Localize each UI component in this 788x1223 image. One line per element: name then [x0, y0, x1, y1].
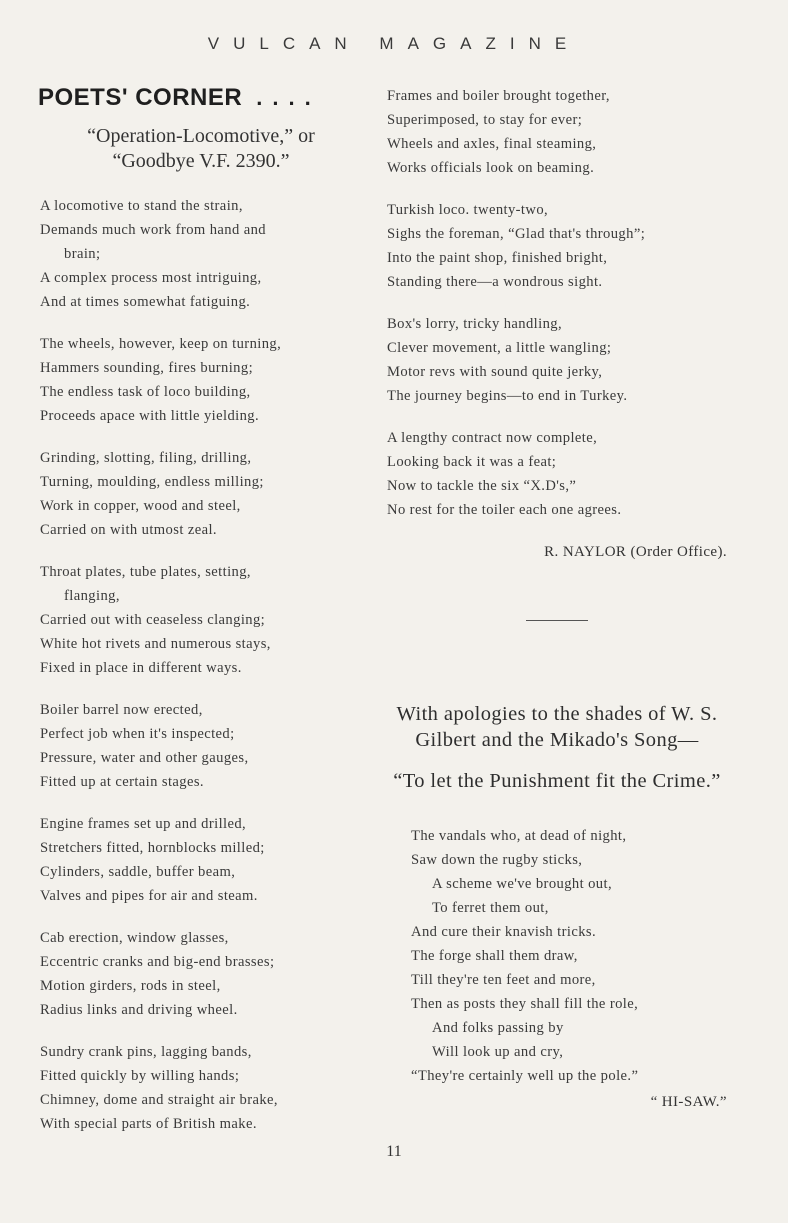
poets-corner-title: POETS' CORNER	[38, 84, 243, 111]
poem-line: Carried out with ceaseless clanging;	[40, 612, 266, 628]
poem-line: Carried on with utmost zeal.	[40, 522, 217, 538]
poem-line: Cab erection, window glasses,	[40, 930, 229, 946]
song-line: The vandals who, at dead of night,	[411, 828, 627, 844]
stanza	[40, 698, 362, 794]
poem-line: Into the paint shop, finished bright,	[387, 250, 608, 266]
poem-line: flanging,	[64, 588, 120, 604]
poem-line: Works officials look on beaming.	[387, 160, 595, 176]
poem-title-line-1: “Operation-Locomotive,” or	[87, 125, 315, 147]
right-column	[387, 84, 727, 1114]
song-line: Then as posts they shall fill the role,	[411, 996, 639, 1012]
poem-line: Stretchers fitted, hornblocks milled;	[40, 840, 265, 856]
poem-line: White hot rivets and numerous stays,	[40, 636, 271, 652]
poem-line: Valves and pipes for air and steam.	[40, 888, 258, 904]
section-divider	[526, 620, 588, 621]
stanza	[387, 426, 727, 522]
poem-line: A complex process most intriguing,	[40, 270, 262, 286]
stanza	[40, 926, 362, 1022]
poem-line: Fixed in place in different ways.	[40, 660, 242, 676]
heading-dots: ....	[256, 85, 321, 110]
poem-line: And at times somewhat fatiguing.	[40, 294, 251, 310]
poem-line: Standing there—a wondrous sight.	[387, 274, 603, 290]
poem-line: A locomotive to stand the strain,	[40, 198, 243, 214]
poem-line: The wheels, however, keep on turning,	[40, 336, 282, 352]
poem-line: With special parts of British make.	[40, 1116, 257, 1132]
poem-line: Clever movement, a little wangling;	[387, 340, 612, 356]
stanza	[387, 198, 727, 294]
poem-title	[40, 124, 362, 174]
poem-body-right	[387, 84, 727, 522]
stanza	[40, 1040, 362, 1136]
song-line: A scheme we've brought out,	[432, 876, 613, 892]
song-title: “To let the Punishment fit the Crime.”	[393, 770, 721, 792]
poem-attribution: R. NAYLOR (Order Office).	[544, 544, 727, 560]
poem-line: The journey begins—to end in Turkey.	[387, 388, 628, 404]
song-line: Will look up and cry,	[432, 1044, 564, 1060]
poem-line: Proceeds apace with little yielding.	[40, 408, 260, 424]
poem-title-line-2: “Goodbye V.F. 2390.”	[112, 150, 290, 172]
song-line: Saw down the rugby sticks,	[411, 852, 583, 868]
song-line: Till they're ten feet and more,	[411, 972, 596, 988]
song-dedication-heading: With apologies to the shades of W. S. Gilbert and the Mikado's Song—	[396, 703, 718, 751]
song-line: To ferret them out,	[432, 900, 549, 916]
stanza	[40, 560, 362, 680]
page-number: 11	[386, 1143, 402, 1160]
poem-line: Hammers sounding, fires burning;	[40, 360, 254, 376]
song-attribution: “ HI-SAW.”	[650, 1094, 727, 1110]
stanza	[40, 194, 362, 314]
poem-line: Turning, moulding, endless milling;	[40, 474, 264, 490]
poem-line: Superimposed, to stay for ever;	[387, 112, 583, 128]
song-line: And cure their knavish tricks.	[411, 924, 597, 940]
magazine-masthead: VULCAN MAGAZINE	[207, 34, 581, 53]
poem-line: Demands much work from hand and	[40, 222, 266, 238]
stanza	[40, 446, 362, 542]
poem-line: Engine frames set up and drilled,	[40, 816, 247, 832]
poem-line: Perfect job when it's inspected;	[40, 726, 235, 742]
poem-line: Now to tackle the six “X.D's,”	[387, 478, 577, 494]
poem-line: Fitted up at certain stages.	[40, 774, 204, 790]
poem-line: Radius links and driving wheel.	[40, 1002, 238, 1018]
poem-body-left	[40, 194, 362, 1136]
poem-line: A lengthy contract now complete,	[387, 430, 598, 446]
poets-corner-heading	[38, 84, 362, 112]
poem-line: Frames and boiler brought together,	[387, 88, 610, 104]
poem-line: Motion girders, rods in steel,	[40, 978, 221, 994]
stanza	[387, 84, 727, 180]
stanza	[387, 312, 727, 408]
poem-line: Box's lorry, tricky handling,	[387, 316, 563, 332]
poem-line: Work in copper, wood and steel,	[40, 498, 241, 514]
poem-line: Looking back it was a feat;	[387, 454, 557, 470]
poem-line: Grinding, slotting, filing, drilling,	[40, 450, 252, 466]
poem-line: No rest for the toiler each one agrees.	[387, 502, 622, 518]
song-body	[387, 824, 727, 1088]
poem-line: The endless task of loco building,	[40, 384, 251, 400]
stanza	[40, 332, 362, 428]
poem-line: Fitted quickly by willing hands;	[40, 1068, 240, 1084]
poem-line: Sundry crank pins, lagging bands,	[40, 1044, 252, 1060]
poem-line: Motor revs with sound quite jerky,	[387, 364, 603, 380]
poem-line: Boiler barrel now erected,	[40, 702, 203, 718]
poem-line: Turkish loco. twenty-two,	[387, 202, 549, 218]
song-line: The forge shall them draw,	[411, 948, 578, 964]
song-line: “They're certainly well up the pole.”	[411, 1068, 639, 1084]
poem-line: Chimney, dome and straight air brake,	[40, 1092, 278, 1108]
poem-line: Wheels and axles, final steaming,	[387, 136, 597, 152]
song-line: And folks passing by	[432, 1020, 564, 1036]
poem-line: Throat plates, tube plates, setting,	[40, 564, 251, 580]
poem-line: Sighs the foreman, “Glad that's through”;	[387, 226, 646, 242]
left-column	[40, 84, 362, 1154]
poem-line: Pressure, water and other gauges,	[40, 750, 249, 766]
stanza	[40, 812, 362, 908]
poem-line: brain;	[64, 246, 101, 262]
poem-line: Cylinders, saddle, buffer beam,	[40, 864, 236, 880]
poem-line: Eccentric cranks and big-end brasses;	[40, 954, 275, 970]
